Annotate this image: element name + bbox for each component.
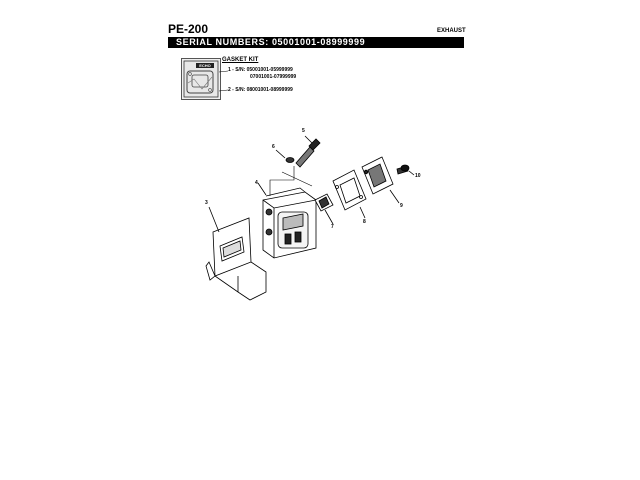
- callout-6: 6: [272, 144, 275, 150]
- serial-number-text: SERIAL NUMBERS: 05001001-08999999: [176, 37, 366, 47]
- muffler-part: [263, 188, 316, 258]
- bolt-part: [286, 139, 320, 167]
- callout-3: 3: [205, 200, 208, 206]
- callout-7: 7: [331, 224, 334, 230]
- callout-9: 9: [400, 203, 403, 209]
- screw-part: [397, 165, 409, 174]
- callout-5: 5: [302, 128, 305, 134]
- callout-4: 4: [255, 180, 258, 186]
- small-gasket-part: [315, 194, 333, 211]
- kit-entry-1-prefix: 1 - S/N:: [228, 67, 246, 73]
- section-label: EXHAUST: [437, 28, 466, 34]
- gasket-part: [333, 170, 366, 210]
- kit-entry-1-serial-a: 05001001-05999999: [246, 67, 293, 73]
- gasket-kit-title: GASKET KIT: [222, 57, 259, 63]
- model-title: PE-200: [168, 22, 209, 36]
- exhaust-flange-part: [362, 157, 393, 194]
- heat-shield-part: [206, 218, 266, 300]
- kit-entry-2-prefix: 2 - S/N:: [228, 87, 246, 93]
- kit-logo-text: ECHO: [199, 63, 211, 69]
- callout-8: 8: [363, 219, 366, 225]
- callout-10: 10: [415, 173, 421, 179]
- kit-entry-2-serial: 08001001-08999999: [246, 87, 293, 93]
- kit-entry-1-serial-b: 07001001-07999999: [250, 74, 297, 80]
